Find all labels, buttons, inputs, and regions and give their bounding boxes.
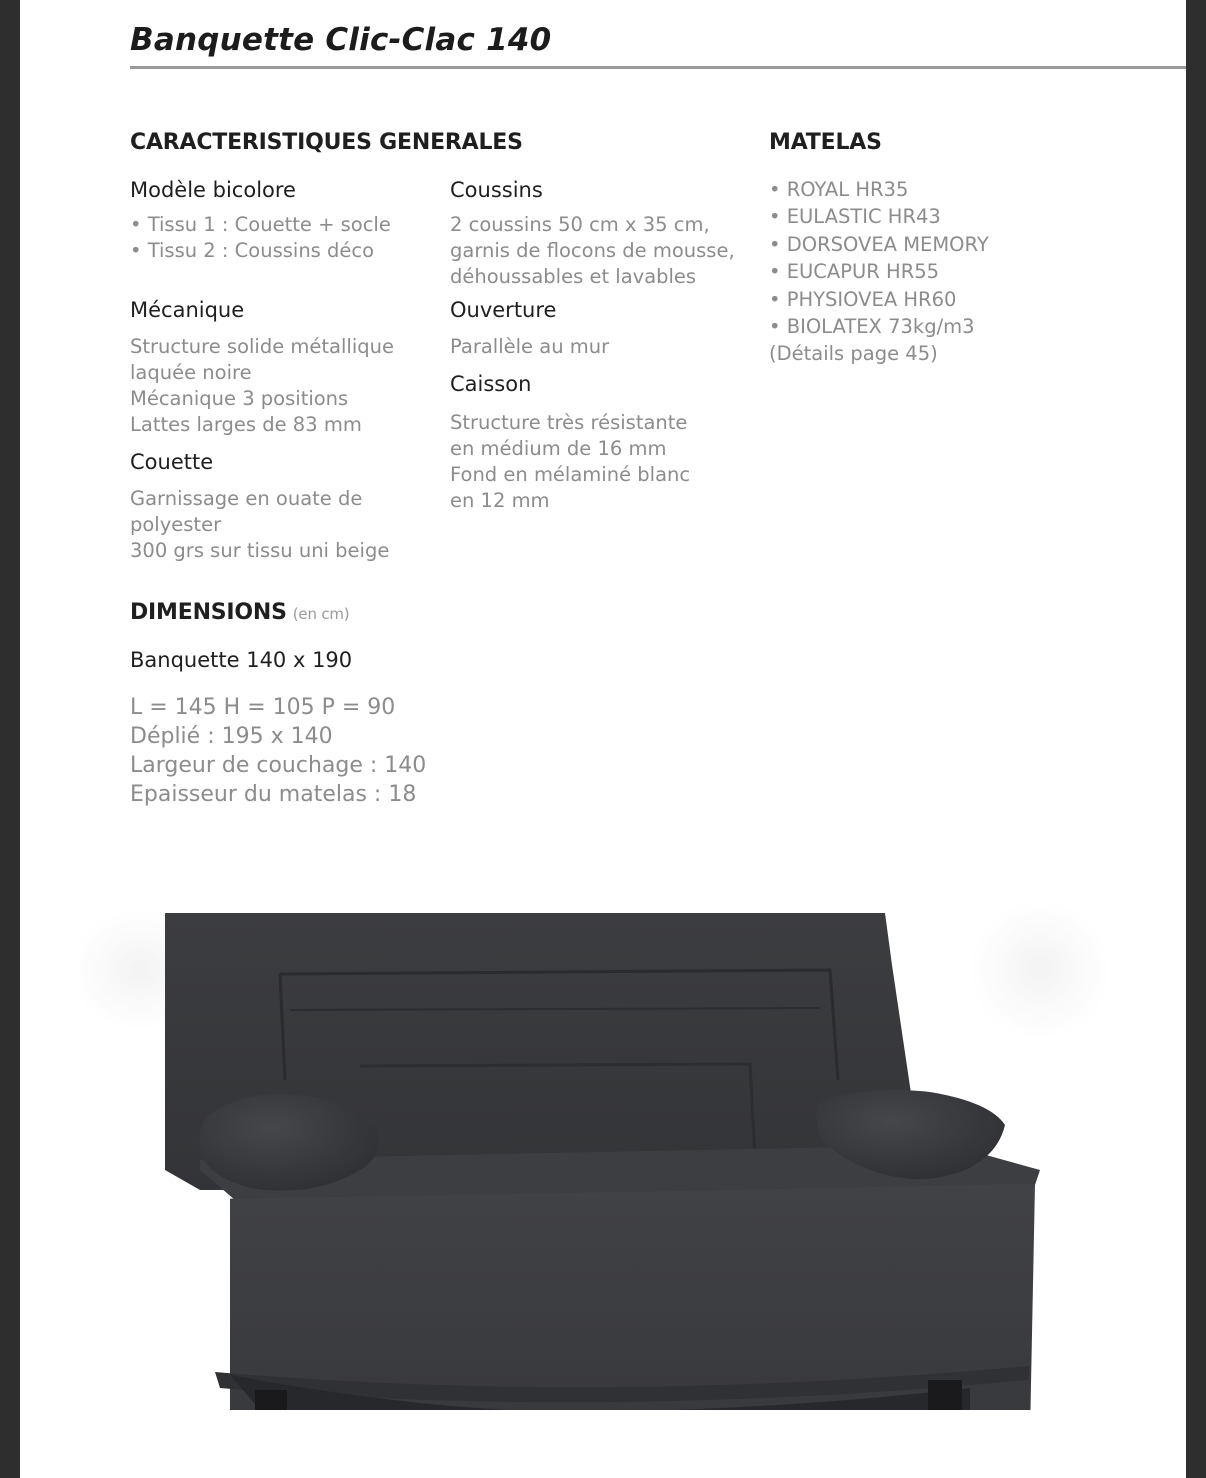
model-line: • Tissu 1 : Couette + socle: [130, 213, 391, 236]
general-features-heading: CARACTERISTIQUES GENERALES: [130, 130, 523, 155]
mechanism-line: Mécanique 3 positions: [130, 387, 349, 410]
frame-box-line: Fond en mélaminé blanc: [450, 463, 691, 486]
mattress-item: • PHYSIOVEA HR60: [769, 287, 957, 311]
duvet-line: polyester: [130, 513, 222, 536]
opening-line: Parallèle au mur: [450, 335, 610, 358]
dimension-line: Largeur de couchage : 140: [130, 753, 427, 778]
cushions-line: déhoussables et lavables: [450, 265, 697, 288]
page-title: Banquette Clic-Clac 140: [130, 22, 552, 58]
opening-text: [450, 334, 609, 360]
mattress-list: [769, 176, 989, 368]
mattress-item: • BIOLATEX 73kg/m3: [769, 315, 975, 339]
mattress-item: • DORSOVEA MEMORY: [769, 232, 989, 256]
dimension-line: L = 145 H = 105 P = 90: [130, 695, 396, 720]
dimension-line: Déplié : 195 x 140: [130, 724, 333, 749]
mechanism-line: laquée noire: [130, 361, 252, 384]
cushions-line: garnis de flocons de mousse,: [450, 239, 735, 262]
sofa-illustration: [80, 870, 1130, 1410]
mattress-item: • EULASTIC HR43: [769, 205, 941, 229]
mattress-heading: MATELAS: [769, 130, 882, 155]
model-line: • Tissu 2 : Coussins déco: [130, 239, 375, 262]
page-frame-right: [1186, 0, 1206, 1478]
frame-box-line: en 12 mm: [450, 489, 550, 512]
dimensions-subtitle: Banquette 140 x 190: [130, 648, 353, 672]
dimensions-heading: [130, 600, 349, 625]
background-haze: [970, 900, 1110, 1040]
frame-box-text: [450, 410, 690, 514]
frame-box-title: Caisson: [450, 372, 532, 396]
duvet-line: 300 grs sur tissu uni beige: [130, 539, 390, 562]
dimensions-list: [130, 693, 426, 809]
mattress-item: • EUCAPUR HR55: [769, 260, 940, 284]
sofa-image: [80, 870, 1130, 1410]
sofa-foot: [928, 1380, 962, 1410]
cushions-line: 2 coussins 50 cm x 35 cm,: [450, 213, 710, 236]
duvet-text: [130, 486, 389, 564]
dimensions-heading-text: DIMENSIONS: [130, 600, 287, 625]
title-divider: [130, 66, 1186, 69]
mechanism-title: Mécanique: [130, 298, 245, 322]
frame-box-line: Structure très résistante: [450, 411, 688, 434]
duvet-title: Couette: [130, 450, 214, 474]
frame-box-line: en médium de 16 mm: [450, 437, 667, 460]
page-frame-left: [0, 0, 20, 1478]
model-title: Modèle bicolore: [130, 178, 296, 202]
mechanism-text: [130, 334, 394, 438]
dimensions-unit: (en cm): [292, 605, 350, 623]
mechanism-line: Structure solide métallique: [130, 335, 394, 358]
model-text: [130, 212, 391, 264]
mattress-note: (Détails page 45): [769, 342, 938, 366]
cushions-text: [450, 212, 735, 290]
cushions-title: Coussins: [450, 178, 543, 202]
mattress-item: • ROYAL HR35: [769, 178, 909, 201]
duvet-line: Garnissage en ouate de: [130, 487, 363, 510]
dimension-line: Epaisseur du matelas : 18: [130, 782, 417, 807]
sofa-foot: [255, 1390, 287, 1410]
mechanism-line: Lattes larges de 83 mm: [130, 413, 362, 436]
opening-title: Ouverture: [450, 298, 557, 322]
